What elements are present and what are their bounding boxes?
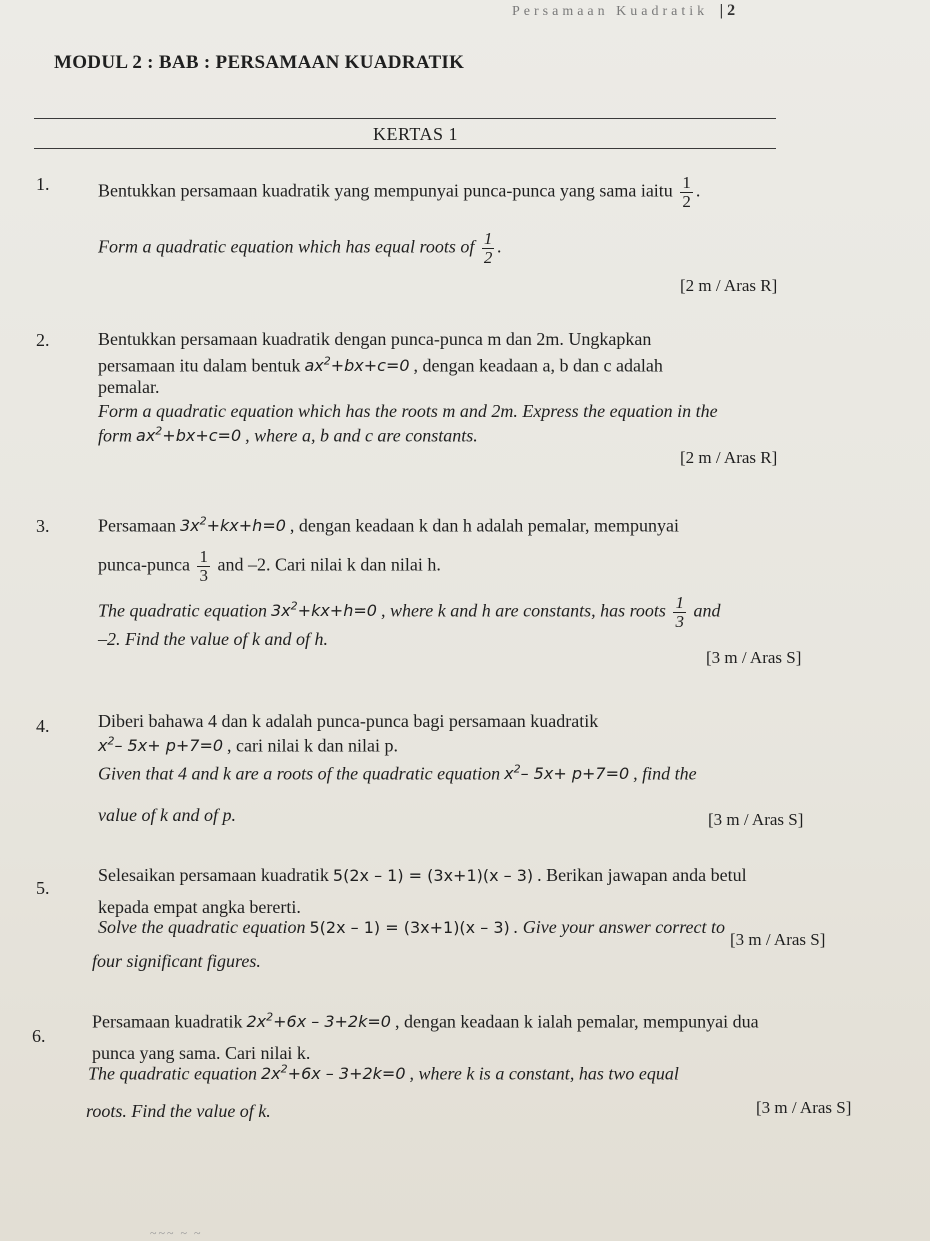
equation: $ax^2+bx+c=0$ [136,425,242,446]
question-number: 2. [36,330,50,350]
marks-label: [3 m / Aras S] [706,648,802,667]
fraction: $\frac{1}{2}$ [682,173,691,211]
question-number: 1. [36,174,50,194]
question-4-malay-line1: Diberi bahawa 4 dan k adalah punca-punca bagi persamaan kuadratik [98,711,599,731]
question-3-english-line1: The quadratic equation $3x^2+kx+h=0$ , where k and h are constants, has roots $\frac{1}{3}$ and [98,593,721,631]
question-number: 3. [36,516,50,536]
question-number: 6. [32,1026,46,1046]
question-2-malay-line1: Bentukkan persamaan kuadratik dengan punca-punca m dan 2m. Ungkapkan [98,329,652,349]
marks-label: [3 m / Aras S] [756,1098,852,1117]
fraction: $\frac{1}{3}$ [675,593,684,631]
equation: $2x^2+6x - 3+2k=0$ [246,1011,391,1032]
running-header [512,2,735,20]
equation: $ax^2+bx+c=0$ [304,355,410,376]
question-6-malay-line1: Persamaan kuadratik $2x^2+6x - 3+2k=0$ , dengan keadaan k ialah pemalar, mempunyai dua [92,1011,759,1032]
question-2-english-line2: form $ax^2+bx+c=0$ , where a, b and c are constants. [98,425,478,446]
question-6-english-line1: The quadratic equation $2x^2+6x - 3+2k=0$ , where k is a constant, has two equal [88,1063,679,1084]
question-2-malay-line2: persamaan itu dalam bentuk $ax^2+bx+c=0$ , dengan keadaan a, b dan c adalah [98,355,663,376]
fraction: $\frac{1}{2}$ [483,229,493,267]
marks-label: [2 m / Aras R] [680,276,778,295]
question-2-english-line1: Form a quadratic equation which has the roots m and 2m. Express the equation in the [98,401,718,421]
question-5-malay-line1: Selesaikan persamaan kuadratik 5(2x – 1) = (3x+1)(x – 3) . Berikan jawapan anda betul [98,865,747,885]
equation: $3x^2+kx+h=0$ [179,515,286,536]
equation: 5(2x – 1) = (3x+1)(x – 3) [309,918,510,937]
marks-label: [2 m / Aras R] [680,448,778,467]
question-5-english-line1: Solve the quadratic equation 5(2x – 1) = (3x+1)(x – 3) . Give your answer correct to [98,917,726,937]
question-1-english: Form a quadratic equation which has equal roots of $\frac{1}{2}$ . [98,229,502,267]
question-4-english-line1: Given that 4 and k are a roots of the quadratic equation $x^2-$ 5x+ p+7=0 , find the [98,763,697,784]
fraction: $\frac{1}{3}$ [199,547,208,585]
question-5-english-line2: four significant figures. [92,951,261,971]
equation: $x^2-$ 5x+ p+7=0 [98,735,224,756]
question-4-malay-line2: $x^2-$ 5x+ p+7=0 , cari nilai k dan nilai p. [98,735,398,756]
module-title: MODUL 2 : BAB : PERSAMAAN KUADRATIK [54,52,465,73]
question-4-english-line2: value of k and of p. [98,805,236,825]
marks-label: [3 m / Aras S] [730,930,826,949]
question-6-malay-line2: punca yang sama. Cari nilai k. [92,1043,311,1063]
running-title: Persamaan Kuadratik [512,4,709,19]
equation: $3x^2+kx+h=0$ [271,600,377,621]
divider-bottom [34,148,776,149]
equation: $x^2-$ 5x+ p+7=0 [504,763,630,784]
equation: $2x^2+6x - 3+2k=0$ [261,1063,406,1084]
divider-top [34,118,776,119]
question-3-malay-line1: Persamaan $3x^2+kx+h=0$ , dengan keadaan k dan h adalah pemalar, mempunyai [98,515,680,536]
question-3-english-line2: –2. Find the value of k and of h. [98,629,328,649]
question-1-malay: Bentukkan persamaan kuadratik yang mempunyai punca-punca yang sama iaitu $\frac{1}{2}$ . [98,173,701,211]
page-number: | 2 [719,2,736,19]
question-number: 4. [36,716,50,736]
question-6-english-line2: roots. Find the value of k. [86,1101,271,1121]
marks-label: [3 m / Aras S] [708,810,804,829]
question-5-malay-line2: kepada empat angka bererti. [98,897,301,917]
question-3-malay-line2: punca-punca $\frac{1}{3}$ and –2. Cari nilai k dan nilai h. [98,547,441,585]
equation: 5(2x – 1) = (3x+1)(x – 3) [332,866,534,885]
scribble-mark: ~~~ ~ ~ [150,1226,203,1240]
section-title: KERTAS 1 [373,124,458,144]
question-2-malay-line3: pemalar. [98,377,160,397]
question-number: 5. [36,878,50,898]
